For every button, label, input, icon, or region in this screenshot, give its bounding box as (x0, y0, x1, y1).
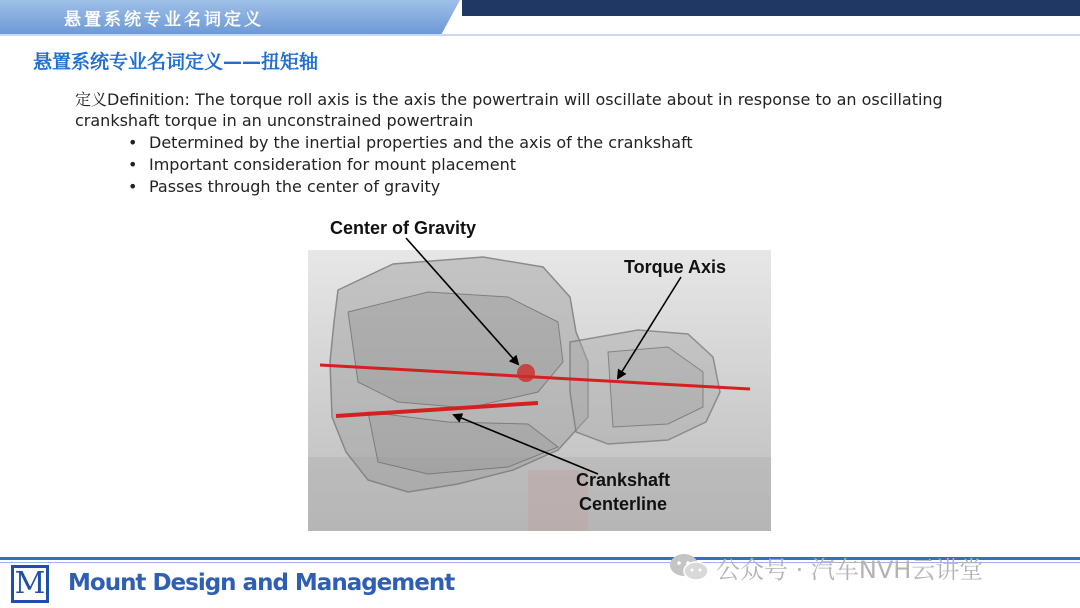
label-crankshaft: Crankshaft (576, 470, 671, 490)
definition-line-2: crankshaft torque in an unconstrained powertrain (75, 111, 474, 130)
header-dark-band (462, 0, 1080, 16)
header-bar (0, 0, 1080, 36)
bullet-list (128, 132, 693, 198)
bullet-text: Determined by the inertial properties and the axis of the crankshaft (149, 133, 693, 152)
bullet-dot-icon: • (128, 177, 138, 196)
powertrain-diagram (308, 212, 771, 531)
bullet-item (128, 176, 693, 198)
definition-text (75, 89, 1035, 131)
label-centerline: Centerline (579, 494, 668, 514)
definition-line-1: 定义Definition: The torque roll axis is the axis the powertrain will oscillate about in response to an oscillating (75, 90, 943, 109)
logo-letter: M (14, 566, 46, 601)
wechat-icon (668, 551, 710, 583)
header-title: 悬置系统专业名词定义 (64, 10, 264, 30)
engine-block-shape (330, 257, 588, 492)
bullet-dot-icon: • (128, 133, 138, 152)
section-title: 悬置系统专业名词定义——扭矩轴 (33, 51, 319, 73)
bullet-item (128, 132, 693, 154)
center-of-gravity-marker (517, 364, 535, 382)
label-center-of-gravity: Center of Gravity (330, 218, 477, 238)
label-torque-axis: Torque Axis (624, 257, 727, 277)
header-divider (0, 34, 1080, 36)
footer-title: Mount Design and Management (68, 570, 455, 596)
bullet-text: Important consideration for mount placement (149, 155, 517, 174)
bullet-text: Passes through the center of gravity (149, 177, 441, 196)
watermark (668, 549, 1048, 585)
bullet-dot-icon: • (128, 155, 138, 174)
bullet-item (128, 154, 693, 176)
powertrain-figure (308, 212, 771, 531)
company-logo (11, 565, 49, 603)
watermark-text: 公众号 · 汽车NVH云讲堂 (716, 555, 984, 584)
